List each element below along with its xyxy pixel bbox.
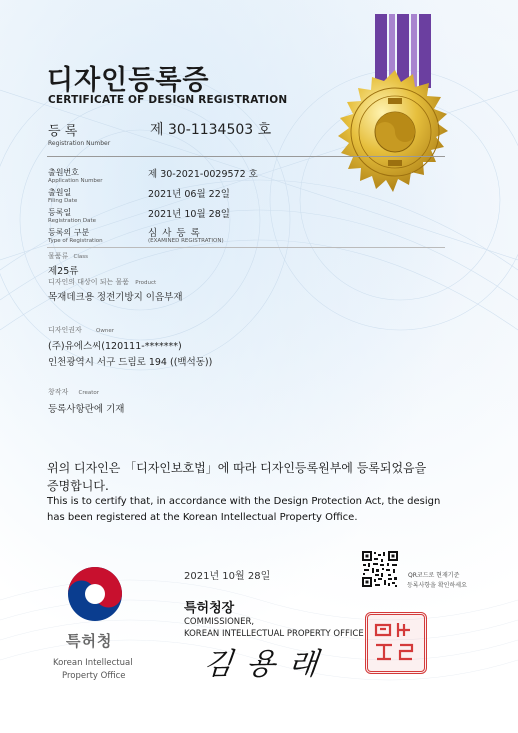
product-label <box>48 277 156 287</box>
field-label-en: Type of Registration <box>48 238 103 244</box>
logo-title: 특허청 <box>66 632 113 650</box>
creator-label <box>48 387 99 397</box>
class-label-en: Class <box>73 254 89 260</box>
field-label: 등록일 <box>48 208 72 217</box>
divider <box>47 156 445 157</box>
stamp-pattern-icon <box>368 615 424 671</box>
registration-type-en: (EXAMINED REGISTRATION) <box>148 238 224 244</box>
filing-date: 2021년 06월 22일 <box>148 189 230 200</box>
signature: 김 용 래 <box>201 647 322 682</box>
product-label-en: Product <box>135 280 157 286</box>
commissioner-en-line1: COMMISSIONER, <box>184 617 255 627</box>
certification-en-line2: has been registered at the Korean Intellectual Property Office. <box>47 512 358 523</box>
kipo-logo-icon <box>66 565 124 623</box>
registration-label: 등 록 <box>48 124 78 139</box>
field-label: 출원번호 <box>48 168 79 177</box>
commissioner-en-line2: KOREAN INTELLECTUAL PROPERTY OFFICE <box>184 629 364 639</box>
field-label: 등록의 구분 <box>48 228 90 237</box>
owner-name: (주)유에스씨(120111-*******) <box>48 341 182 352</box>
registration-date: 2021년 10월 28일 <box>148 209 230 220</box>
logo-en-line1: Korean Intellectual <box>53 658 133 668</box>
qr-note-line1: QR코드로 현재기준 <box>408 572 460 579</box>
logo-en-line2: Property Office <box>62 671 126 681</box>
certificate-title: 디자인등록증 <box>47 65 210 96</box>
field-label-en: Registration Date <box>48 218 97 224</box>
official-stamp <box>365 612 427 674</box>
field-label: 출원일 <box>48 188 72 197</box>
qr-note-line2: 등록사항을 확인하세요 <box>407 582 467 589</box>
certification-ko-line2: 증명합니다. <box>47 479 109 493</box>
class-value: 제25류 <box>48 266 79 277</box>
certification-ko-line1: 위의 디자인은 「디자인보호법」에 따라 디자인등록원부에 등록되었음을 <box>47 461 427 475</box>
application-number: 제 30-2021-0029572 호 <box>148 169 258 180</box>
gold-seal-icon <box>330 68 460 198</box>
owner-address: 인천광역시 서구 드림로 194 ((백석동)) <box>48 357 213 368</box>
product-value: 목재데크용 정전기방지 이음부재 <box>48 292 183 303</box>
issue-date: 2021년 10월 28일 <box>184 571 271 582</box>
product-label-ko: 디자인의 대상이 되는 물품 <box>48 278 130 286</box>
certification-en-line1: This is to certify that, in accordance with the Design Protection Act, the design <box>47 496 441 507</box>
registration-type: 심 사 등 록 <box>148 228 201 239</box>
owner-label-en: Owner <box>96 328 115 334</box>
field-label-en: Filing Date <box>48 198 78 204</box>
owner-label <box>48 325 114 335</box>
class-label-ko: 물품류 <box>48 252 69 260</box>
class-label <box>48 251 88 261</box>
divider <box>47 247 445 248</box>
certificate-title-en: CERTIFICATE OF DESIGN REGISTRATION <box>48 94 288 106</box>
creator-label-ko: 창작자 <box>48 388 69 396</box>
qr-code-icon <box>362 551 398 587</box>
commissioner-title: 특허청장 <box>184 601 235 616</box>
registration-number: 제 30-1134503 호 <box>150 122 272 138</box>
creator-value: 등록사항란에 기재 <box>48 404 125 415</box>
creator-label-en: Creator <box>78 390 100 396</box>
field-label-en: Application Number <box>48 178 103 184</box>
owner-label-ko: 디자인권자 <box>48 326 82 334</box>
registration-label-en: Registration Number <box>48 140 111 147</box>
